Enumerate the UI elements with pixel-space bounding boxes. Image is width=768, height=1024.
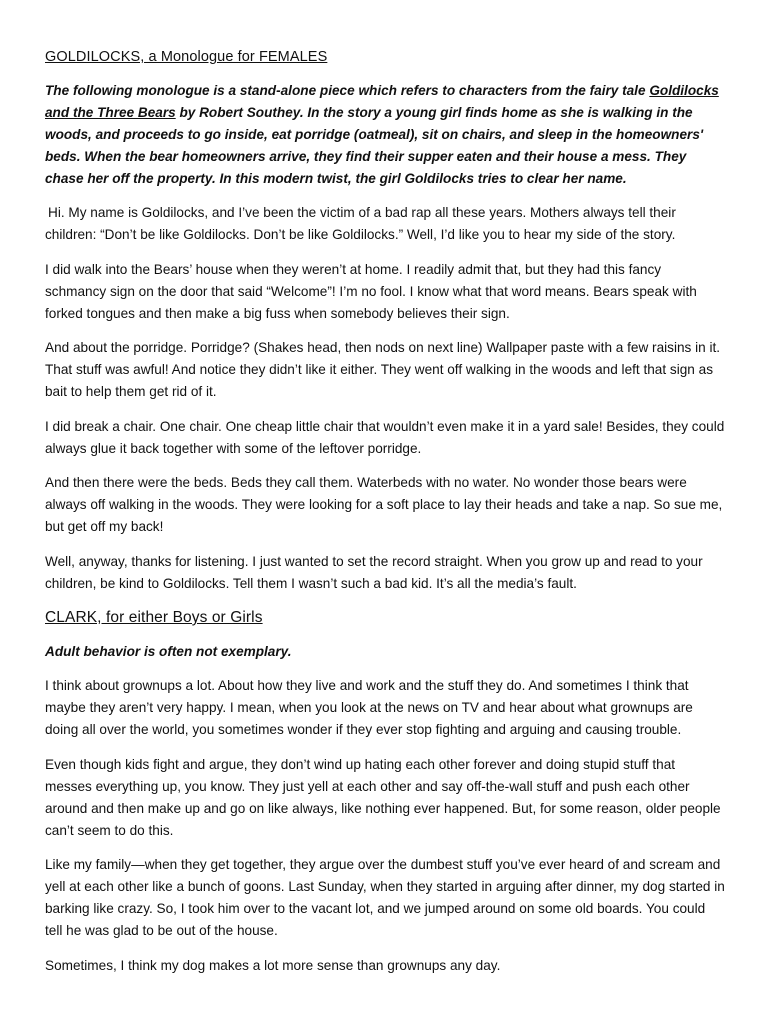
clark-intro: Adult behavior is often not exemplary. xyxy=(45,644,292,659)
intro-text-part2: by Robert Southey. In the story a young girl finds home as she is walking in the woods, and proceeds to go inside, eat porridge (oatmeal), sit on chairs, and sleep in the homeowners' beds. When the bear homeowners arrive, they find their supper eaten and their house a mess. They chase her off the property. In this modern twist, the girl Goldilocks tries to clear her name. xyxy=(45,105,704,186)
clark-title: CLARK, for either Boys or Girls xyxy=(45,609,263,626)
clark-paragraph-1: I think about grownups a lot. About how they live and work and the stuff they do. And sometimes I think that maybe they aren’t very happy. I mean, when you look at the news on TV and hear about what grownups are doing all over the world, you sometimes wonder if they ever stop fighting and arguing and causing trouble. xyxy=(45,678,693,737)
goldilocks-paragraph-5: And then there were the beds. Beds they call them. Waterbeds with no water. No wonder those bears were always off walking in the woods. They were looking for a soft place to lay their heads and take a nap. So sue me, but get off my back! xyxy=(45,475,723,534)
clark-paragraph-4: Sometimes, I think my dog makes a lot more sense than grownups any day. xyxy=(45,957,501,973)
book-title: Goldilocks and the Three Bears xyxy=(45,83,719,120)
goldilocks-paragraph-2: I did walk into the Bears’ house when they weren’t at home. I readily admit that, but they had this fancy schmancy sign on the door that said “Welcome”! I’m no fool. I know what that word means. Bears speak with forked tongues and then make a big fuss when somebody believes their sign. xyxy=(45,261,697,321)
clark-paragraph-3: Like my family—when they get together, they argue over the dumbest stuff you’ve ever heard of and scream and yell at each other like a bunch of goons. Last Sunday, when they started in arguing after dinner, my dog started in barking like crazy. So, I took him over to the vacant lot, and we jumped around on some old boards. You could tell he was glad to be out of the house. xyxy=(45,857,725,938)
clark-paragraph-2: Even though kids fight and argue, they don’t wind up hating each other forever and doing stupid stuff that messes everything up, you know. They just yell at each other and say off-the-wall stuff and push each other around and then make up and go on like always, like nothing ever happened. But, for some reason, older people can’t seem to do this. xyxy=(45,756,721,838)
goldilocks-paragraph-6: Well, anyway, thanks for listening. I just wanted to set the record straight. When you grow up and read to your children, be kind to Goldilocks. Tell them I wasn’t such a bad kid. It’s all the media’s fault. xyxy=(45,553,703,591)
goldilocks-title: GOLDILOCKS, a Monologue for FEMALES xyxy=(45,49,328,65)
goldilocks-paragraph-1: Hi. My name is Goldilocks, and I’ve been the victim of a bad rap all these years. Mothers always tell their children: “Don’t be like Goldilocks. Don’t be like Goldilocks.” Well, I’d like you to hear my side of the story. xyxy=(45,205,676,242)
goldilocks-intro xyxy=(45,80,725,190)
intro-text-part1: The following monologue is a stand-alone piece which refers to characters from the fairy tale xyxy=(45,83,650,98)
document-page xyxy=(45,46,725,989)
goldilocks-paragraph-3: And about the porridge. Porridge? (Shakes head, then nods on next line) Wallpaper paste with a few raisins in it. That stuff was awful! And notice they didn’t like it either. They went off walking in the woods and left that sign as bait to help them get rid of it. xyxy=(45,340,721,399)
goldilocks-paragraph-4: I did break a chair. One chair. One cheap little chair that wouldn’t even make it in a yard sale! Besides, they could always glue it back together with some of the leftover porridge. xyxy=(45,418,725,456)
